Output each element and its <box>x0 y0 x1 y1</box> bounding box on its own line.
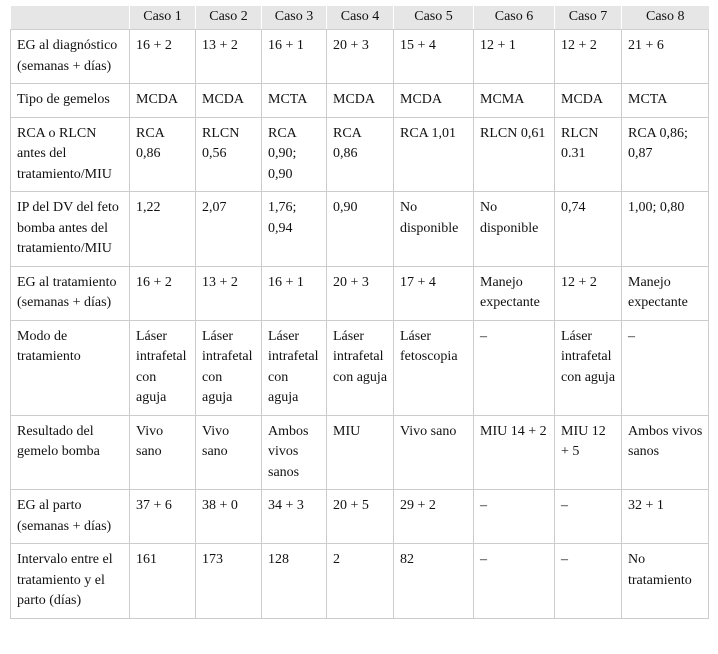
table-cell-caso-7: 12 + 2 <box>555 30 622 84</box>
table-cell-caso-7: 12 + 2 <box>555 266 622 320</box>
table-cell-caso-5: 17 + 4 <box>394 266 474 320</box>
table-cell-caso-3: 128 <box>262 544 327 619</box>
table-cell-caso-7: – <box>555 544 622 619</box>
table-cell-caso-6: – <box>474 320 555 415</box>
table-cell-caso-1: 1,22 <box>130 192 196 267</box>
table-cell-caso-7: MCDA <box>555 84 622 118</box>
table-cell-caso-1: RCA 0,86 <box>130 117 196 192</box>
clinical-cases-table-container <box>10 6 708 619</box>
table-cell-caso-6: MIU 14 + 2 <box>474 415 555 490</box>
table-cell-caso-6: – <box>474 544 555 619</box>
table-cell-caso-8: No tratamiento <box>622 544 709 619</box>
table-cell-caso-1: 161 <box>130 544 196 619</box>
table-cell-caso-5: No disponible <box>394 192 474 267</box>
clinical-cases-table <box>10 6 709 619</box>
table-cell-caso-7: Láser intrafetal con aguja <box>555 320 622 415</box>
table-cell-caso-6: Manejo expectante <box>474 266 555 320</box>
table-cell-caso-7: 0,74 <box>555 192 622 267</box>
table-cell-caso-8: 1,00; 0,80 <box>622 192 709 267</box>
table-cell-caso-8: MCTA <box>622 84 709 118</box>
table-row <box>11 84 709 118</box>
header-cell-caso-7: Caso 7 <box>555 6 622 30</box>
table-cell-caso-3: MCTA <box>262 84 327 118</box>
row-label: Tipo de gemelos <box>11 84 130 118</box>
table-cell-caso-5: MCDA <box>394 84 474 118</box>
table-cell-caso-3: 34 + 3 <box>262 490 327 544</box>
table-cell-caso-1: 16 + 2 <box>130 30 196 84</box>
header-cell-corner <box>11 6 130 30</box>
row-label: Resultado del gemelo bomba <box>11 415 130 490</box>
table-row <box>11 320 709 415</box>
table-cell-caso-3: Láser intrafetal con aguja <box>262 320 327 415</box>
table-cell-caso-2: MCDA <box>196 84 262 118</box>
table-cell-caso-5: 29 + 2 <box>394 490 474 544</box>
table-cell-caso-2: 13 + 2 <box>196 30 262 84</box>
table-cell-caso-4: 20 + 3 <box>327 30 394 84</box>
table-row <box>11 415 709 490</box>
table-cell-caso-1: MCDA <box>130 84 196 118</box>
table-row <box>11 30 709 84</box>
table-row <box>11 544 709 619</box>
header-cell-caso-3: Caso 3 <box>262 6 327 30</box>
table-cell-caso-4: 0,90 <box>327 192 394 267</box>
table-cell-caso-2: RLCN 0,56 <box>196 117 262 192</box>
header-cell-caso-1: Caso 1 <box>130 6 196 30</box>
table-cell-caso-2: Láser intrafetal con aguja <box>196 320 262 415</box>
table-cell-caso-2: 173 <box>196 544 262 619</box>
row-label: Modo de tratamiento <box>11 320 130 415</box>
table-cell-caso-8: Ambos vivos sanos <box>622 415 709 490</box>
header-cell-caso-8: Caso 8 <box>622 6 709 30</box>
table-cell-caso-6: MCMA <box>474 84 555 118</box>
table-cell-caso-3: 16 + 1 <box>262 30 327 84</box>
table-cell-caso-1: 37 + 6 <box>130 490 196 544</box>
table-cell-caso-8: – <box>622 320 709 415</box>
table-cell-caso-5: Láser fetoscopia <box>394 320 474 415</box>
header-cell-caso-6: Caso 6 <box>474 6 555 30</box>
table-cell-caso-4: MCDA <box>327 84 394 118</box>
row-label: EG al diagnóstico (semanas + días) <box>11 30 130 84</box>
table-cell-caso-6: No disponible <box>474 192 555 267</box>
table-cell-caso-5: RCA 1,01 <box>394 117 474 192</box>
table-body <box>11 30 709 619</box>
table-cell-caso-3: Ambos vivos sanos <box>262 415 327 490</box>
row-label: IP del DV del feto bomba antes del tratamiento/MIU <box>11 192 130 267</box>
table-cell-caso-1: Láser intrafetal con aguja <box>130 320 196 415</box>
table-cell-caso-2: 38 + 0 <box>196 490 262 544</box>
table-cell-caso-3: 16 + 1 <box>262 266 327 320</box>
table-row <box>11 490 709 544</box>
table-cell-caso-6: 12 + 1 <box>474 30 555 84</box>
table-cell-caso-4: 2 <box>327 544 394 619</box>
header-cell-caso-2: Caso 2 <box>196 6 262 30</box>
table-cell-caso-2: 13 + 2 <box>196 266 262 320</box>
table-header-row <box>11 6 709 30</box>
table-cell-caso-6: RLCN 0,61 <box>474 117 555 192</box>
table-cell-caso-8: Manejo expectante <box>622 266 709 320</box>
row-label: EG al tratamiento (semanas + días) <box>11 266 130 320</box>
table-cell-caso-4: RCA 0,86 <box>327 117 394 192</box>
table-cell-caso-4: 20 + 3 <box>327 266 394 320</box>
table-cell-caso-7: RLCN 0.31 <box>555 117 622 192</box>
table-cell-caso-7: – <box>555 490 622 544</box>
table-cell-caso-1: Vivo sano <box>130 415 196 490</box>
table-cell-caso-2: Vivo sano <box>196 415 262 490</box>
table-cell-caso-4: MIU <box>327 415 394 490</box>
table-cell-caso-8: 21 + 6 <box>622 30 709 84</box>
table-cell-caso-4: Láser intrafetal con aguja <box>327 320 394 415</box>
table-cell-caso-7: MIU 12 + 5 <box>555 415 622 490</box>
table-row <box>11 266 709 320</box>
table-cell-caso-3: RCA 0,90; 0,90 <box>262 117 327 192</box>
header-cell-caso-4: Caso 4 <box>327 6 394 30</box>
table-cell-caso-8: RCA 0,86; 0,87 <box>622 117 709 192</box>
row-label: Intervalo entre el tratamiento y el parto (días) <box>11 544 130 619</box>
header-cell-caso-5: Caso 5 <box>394 6 474 30</box>
table-cell-caso-2: 2,07 <box>196 192 262 267</box>
table-row <box>11 192 709 267</box>
table-cell-caso-5: 82 <box>394 544 474 619</box>
table-cell-caso-4: 20 + 5 <box>327 490 394 544</box>
table-cell-caso-5: 15 + 4 <box>394 30 474 84</box>
table-cell-caso-3: 1,76; 0,94 <box>262 192 327 267</box>
row-label: EG al parto (semanas + días) <box>11 490 130 544</box>
table-cell-caso-5: Vivo sano <box>394 415 474 490</box>
table-cell-caso-1: 16 + 2 <box>130 266 196 320</box>
table-cell-caso-8: 32 + 1 <box>622 490 709 544</box>
row-label: RCA o RLCN antes del tratamiento/MIU <box>11 117 130 192</box>
table-cell-caso-6: – <box>474 490 555 544</box>
table-row <box>11 117 709 192</box>
